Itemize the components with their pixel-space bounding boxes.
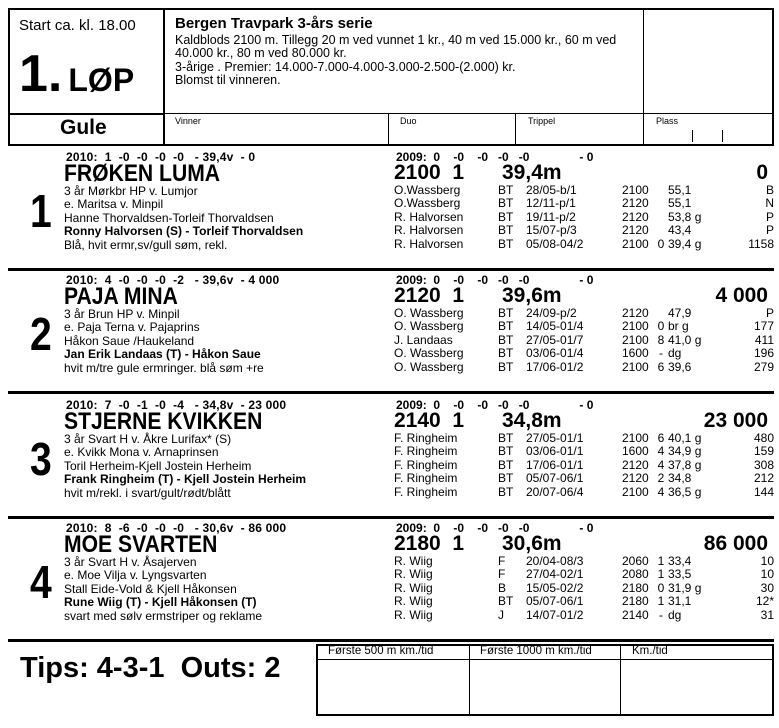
best-time: 30,6m	[502, 532, 562, 555]
start-row	[394, 486, 774, 499]
start-place: 2	[657, 471, 665, 486]
start-distance: 2100	[622, 183, 649, 197]
horse-breed: 3 år Mørkbr HP v. Lumjor	[64, 184, 198, 198]
horse-colors: hvit m/tre gule ermringer. blå søm +re	[64, 360, 264, 375]
start-distance: 2120	[622, 196, 649, 211]
start-odds: 144	[753, 484, 774, 499]
start-distance-track: 2120 1	[394, 284, 465, 307]
start-driver: R. Halvorsen	[394, 209, 464, 224]
race-word: LØP	[68, 62, 135, 98]
start-track: F	[498, 567, 506, 582]
horse-colors: Blå, hvit ermr,sv/gull søm, rekl.	[64, 237, 228, 252]
recent-starts	[394, 432, 774, 499]
stats-2010: 2010: 1 -0 -0 -0 -0 - 39,4v - 0	[66, 150, 256, 164]
start-row	[394, 459, 774, 472]
start-track: BT	[498, 332, 514, 347]
recent-starts	[394, 307, 774, 374]
start-odds: 1158	[748, 236, 774, 251]
start-place: -	[659, 346, 663, 361]
race-desc-line: Blomst til vinneren.	[175, 73, 281, 88]
start-date: 14/07-01/2	[526, 607, 584, 622]
start-number: 4	[30, 556, 52, 608]
stats-2009: 2009: 0 -0 -0 -0 -0 - 0	[396, 150, 594, 164]
start-distance: 2060	[622, 554, 649, 568]
start-row	[394, 211, 774, 224]
horse-entry	[8, 150, 774, 273]
stats-2010: 2010: 7 -0 -1 -0 -4 - 34,8v - 23 000	[66, 398, 287, 412]
race-number-digit: 1.	[19, 45, 63, 103]
horse-name: STJERNE KVIKKEN	[64, 408, 263, 435]
horse-owner: Toril Herheim-Kjell Jostein Herheim	[64, 458, 252, 473]
start-driver: O.Wassberg	[394, 183, 461, 197]
horse-info	[64, 556, 262, 623]
stats-2010: 2010: 4 -0 -0 -0 -2 - 39,6v - 4 000	[66, 273, 280, 287]
start-date: 05/07-06/1	[526, 594, 584, 609]
start-date: 12/11-p/1	[526, 196, 576, 211]
start-driver: O. Wassberg	[394, 359, 464, 374]
start-odds: 10	[760, 554, 774, 568]
start-track: BT	[498, 431, 514, 445]
start-distance: 2100	[622, 431, 649, 445]
time-col-500: Første 500 m km./tid	[328, 645, 434, 657]
horse-breed: 3 år Brun HP v. Minpil	[64, 307, 180, 321]
start-distance-track: 2100 1	[394, 161, 465, 184]
start-time: 33,4	[668, 554, 692, 568]
start-row	[394, 445, 774, 458]
start-date: 03/06-01/1	[526, 444, 584, 459]
entry-divider	[8, 516, 774, 519]
start-time: 34,9 g	[668, 444, 702, 459]
start-row	[394, 224, 774, 237]
start-distance-track: 2140 1	[394, 409, 465, 432]
start-track: BT	[498, 346, 514, 361]
start-distance: 2180	[622, 580, 649, 595]
start-driver: R. Halvorsen	[394, 223, 464, 238]
race-desc-line: Kaldblods 2100 m. Tillegg 20 m ved vunnet 1 kr., 40 m ved 15.000 kr., 60 m ved	[175, 33, 617, 47]
start-track: F	[498, 554, 506, 568]
label-vinner: Vinner	[175, 116, 201, 126]
start-driver: R. Wiig	[394, 594, 433, 609]
horse-colors: hvit m/rekl. i svart/gult/rødt/blått	[64, 485, 231, 500]
start-odds: B	[765, 183, 774, 197]
label-plass: Plass	[656, 116, 679, 126]
start-odds: 308	[753, 457, 774, 472]
start-distance-track: 2180 1	[394, 532, 465, 555]
start-driver: O. Wassberg	[394, 306, 464, 320]
start-track: BT	[498, 306, 514, 320]
start-time: Start ca. kl. 18.00	[19, 17, 136, 34]
prize-money: 0	[756, 161, 768, 184]
horse-owner: Stall Eide-Vold & Kjell Håkonsen	[64, 581, 237, 596]
start-row	[394, 609, 774, 622]
start-time: 31,1	[668, 594, 692, 609]
start-row	[394, 568, 774, 581]
start-date: 15/07-p/3	[526, 223, 577, 238]
start-track: BT	[498, 457, 514, 472]
prize-money: 23 000	[703, 409, 768, 432]
start-number: 1	[30, 185, 52, 237]
start-time: 39,6	[668, 359, 692, 374]
start-date: 05/07-06/1	[526, 471, 584, 486]
horse-dam: e. Paja Terna v. Pajaprins	[64, 320, 200, 335]
horse-dam: e. Kvikk Mona v. Arnaprinsen	[64, 445, 219, 460]
start-distance: 2120	[622, 471, 649, 486]
horse-driver-trainer: Ronny Halvorsen (S) - Torleif Thorvaldsen	[64, 224, 304, 239]
horse-breed: 3 år Svart H v. Åsajerven	[64, 555, 197, 569]
start-time: br g	[668, 319, 689, 334]
start-track: BT	[498, 196, 514, 211]
start-place: 0	[657, 236, 665, 251]
start-time: 40,1 g	[668, 431, 702, 445]
start-date: 14/05-01/4	[526, 319, 584, 334]
start-track: BT	[498, 236, 514, 251]
start-number: 2	[30, 308, 52, 360]
horse-dam: e. Moe Vilja v. Lyngsvarten	[64, 568, 207, 583]
start-odds: P	[765, 209, 774, 224]
label-duo: Duo	[400, 116, 417, 126]
start-place: 1	[657, 554, 665, 568]
start-odds: 279	[753, 359, 774, 374]
start-distance: 2140	[622, 607, 649, 622]
start-place	[654, 197, 668, 210]
start-place	[654, 211, 668, 224]
start-driver: F. Ringheim	[394, 431, 458, 445]
race-desc-line: 40.000 kr., 80 m ved 80.000 kr.	[175, 46, 347, 61]
horse-breed: 3 år Svart H v. Åkre Lurifax* (S)	[64, 432, 232, 446]
best-time: 39,6m	[502, 284, 562, 307]
start-distance: 1600	[622, 444, 649, 459]
horse-driver-trainer: Rune Wiig (T) - Kjell Håkonsen (T)	[64, 595, 257, 610]
start-driver: O. Wassberg	[394, 346, 464, 361]
start-distance: 2120	[622, 223, 649, 238]
horse-info	[64, 308, 264, 375]
horse-owner: Hanne Thorvaldsen-Torleif Thorvaldsen	[64, 210, 274, 225]
start-date: 28/05-b/1	[526, 183, 577, 197]
stats-2009: 2009: 0 -0 -0 -0 -0 - 0	[396, 398, 594, 412]
race-color: Gule	[60, 116, 107, 139]
start-track: BT	[498, 183, 514, 197]
start-time: 55,1	[668, 183, 692, 197]
start-driver: R. Wiig	[394, 567, 433, 582]
stats-2009: 2009: 0 -0 -0 -0 -0 - 0	[396, 273, 594, 287]
horse-entry	[8, 398, 774, 521]
entry-divider	[8, 268, 774, 271]
start-distance: 2120	[622, 306, 649, 320]
horse-driver-trainer: Frank Ringheim (T) - Kjell Jostein Herheim	[64, 472, 307, 487]
start-row	[394, 472, 774, 485]
best-time: 34,8m	[502, 409, 562, 432]
start-track: BT	[498, 444, 514, 459]
time-col-km: Km./tid	[632, 645, 668, 657]
start-time: 53,8 g	[668, 209, 702, 224]
start-row	[394, 307, 774, 320]
horse-info	[64, 433, 306, 500]
start-row	[394, 347, 774, 360]
horse-dam: e. Maritsa v. Minpil	[64, 197, 164, 212]
start-odds: 10	[760, 567, 774, 582]
start-place: 1	[657, 567, 665, 582]
start-track: BT	[498, 359, 514, 374]
start-driver: F. Ringheim	[394, 471, 458, 486]
start-place: 4	[657, 484, 665, 499]
start-date: 20/04-08/3	[526, 554, 584, 568]
start-date: 24/09-p/2	[526, 306, 577, 320]
start-row	[394, 432, 774, 445]
time-col-1000: Første 1000 m km./tid	[480, 645, 592, 657]
start-date: 27/05-01/1	[526, 431, 584, 445]
horse-entry	[8, 273, 774, 396]
start-distance: 2080	[622, 567, 649, 582]
start-track: BT	[498, 319, 514, 334]
best-time: 39,4m	[502, 161, 562, 184]
horse-info	[64, 185, 303, 252]
start-track: BT	[498, 594, 514, 609]
start-place: 8	[657, 332, 665, 347]
start-driver: R. Wiig	[394, 554, 433, 568]
start-place: 4	[657, 457, 665, 472]
start-driver: O.Wassberg	[394, 196, 461, 211]
start-driver: F. Ringheim	[394, 457, 458, 472]
start-time: 39,4 g	[668, 236, 702, 251]
start-driver: F. Ringheim	[394, 444, 458, 459]
start-time: 41,0 g	[668, 332, 702, 347]
start-odds: 31	[760, 607, 774, 622]
horse-driver-trainer: Jan Erik Landaas (T) - Håkon Saue	[64, 347, 261, 362]
horse-name: MOE SVARTEN	[64, 531, 218, 558]
horse-name: FRØKEN LUMA	[64, 160, 221, 187]
start-row	[394, 184, 774, 197]
stats-2010: 2010: 8 -6 -0 -0 -0 - 30,6v - 86 000	[66, 521, 287, 535]
start-distance: 2100	[622, 319, 649, 334]
start-track: BT	[498, 209, 514, 224]
start-odds: 411	[754, 332, 774, 347]
start-track: BT	[498, 484, 514, 499]
start-date: 19/11-p/2	[526, 209, 576, 224]
race-number	[19, 44, 134, 117]
start-odds: P	[765, 223, 774, 238]
start-odds: 30	[760, 580, 774, 595]
start-place: 0	[657, 319, 665, 334]
start-odds: P	[765, 306, 774, 320]
start-odds: 12*	[755, 594, 774, 609]
start-place	[654, 307, 668, 320]
start-distance: 2100	[622, 236, 649, 251]
start-distance: 2100	[622, 332, 649, 347]
start-row	[394, 320, 774, 333]
horse-name: PAJA MINA	[64, 283, 178, 310]
start-odds: 196	[753, 346, 774, 361]
start-odds: 177	[753, 319, 774, 334]
start-row	[394, 361, 774, 374]
stats-2009: 2009: 0 -0 -0 -0 -0 - 0	[396, 521, 594, 535]
start-date: 27/05-01/7	[526, 332, 584, 347]
start-driver: F. Ringheim	[394, 484, 458, 499]
start-row	[394, 595, 774, 608]
start-date: 27/04-02/1	[526, 567, 584, 582]
start-track: B	[498, 580, 507, 595]
start-driver: R. Wiig	[394, 580, 433, 595]
start-driver: O. Wassberg	[394, 319, 464, 334]
start-track: BT	[498, 471, 514, 486]
prize-money: 86 000	[703, 532, 768, 555]
start-odds: 212	[753, 471, 774, 486]
start-track: BT	[498, 223, 514, 238]
start-distance: 2120	[622, 457, 649, 472]
start-driver: J. Landaas	[394, 332, 453, 347]
start-time: 34,8	[668, 471, 692, 486]
entry-divider	[8, 391, 774, 394]
start-number: 3	[30, 433, 52, 485]
start-time: dg	[668, 346, 682, 361]
start-odds: 159	[753, 444, 774, 459]
start-distance: 2100	[622, 484, 649, 499]
start-time: 43,4	[668, 223, 692, 238]
start-distance: 1600	[622, 346, 649, 361]
start-date: 03/06-01/4	[526, 346, 584, 361]
start-distance: 2180	[622, 594, 649, 609]
start-time: 47,9	[668, 306, 692, 320]
start-place: 4	[657, 444, 665, 459]
recent-starts	[394, 555, 774, 622]
start-place: 1	[657, 594, 665, 609]
start-place: 6	[657, 431, 665, 445]
recent-starts	[394, 184, 774, 251]
horse-entry	[8, 521, 774, 644]
start-date: 05/08-04/2	[526, 236, 584, 251]
start-track: J	[498, 607, 504, 622]
prize-money: 4 000	[715, 284, 768, 307]
start-row	[394, 197, 774, 210]
entry-divider	[8, 639, 774, 642]
start-row	[394, 555, 774, 568]
start-place	[654, 224, 668, 237]
race-description	[175, 34, 616, 88]
start-date: 20/07-06/4	[526, 484, 584, 499]
start-distance: 2100	[622, 359, 649, 374]
start-distance: 2120	[622, 209, 649, 224]
start-row	[394, 334, 774, 347]
race-title: Bergen Travpark 3-års serie	[175, 15, 373, 32]
start-time: 37,8 g	[668, 457, 702, 472]
start-driver: R. Wiig	[394, 607, 433, 622]
horse-owner: Håkon Saue /Haukeland	[64, 333, 195, 348]
start-row	[394, 582, 774, 595]
start-place: 6	[657, 359, 665, 374]
start-date: 17/06-01/1	[526, 457, 584, 472]
start-time: dg	[668, 607, 682, 622]
label-trippel: Trippel	[528, 116, 556, 126]
start-place: -	[659, 607, 663, 622]
start-date: 17/06-01/2	[526, 359, 584, 374]
start-odds: N	[765, 196, 774, 211]
tips-outs: Tips: 4-3-1 Outs: 2	[20, 652, 281, 684]
start-row	[394, 238, 774, 251]
start-time: 55,1	[668, 196, 692, 211]
start-place	[654, 184, 668, 197]
start-time: 33,5	[668, 567, 692, 582]
horse-colors: svart med sølv ermstriper og reklame	[64, 608, 263, 623]
start-place: 0	[657, 580, 665, 595]
start-time: 36,5 g	[668, 484, 702, 499]
start-odds: 480	[753, 431, 774, 445]
start-date: 15/05-02/2	[526, 580, 584, 595]
race-desc-line: 3-årige . Premier: 14.000-7.000-4.000-3.000-2.500-(2.000) kr.	[175, 59, 516, 74]
start-time: 31,9 g	[668, 580, 702, 595]
start-driver: R. Halvorsen	[394, 236, 464, 251]
